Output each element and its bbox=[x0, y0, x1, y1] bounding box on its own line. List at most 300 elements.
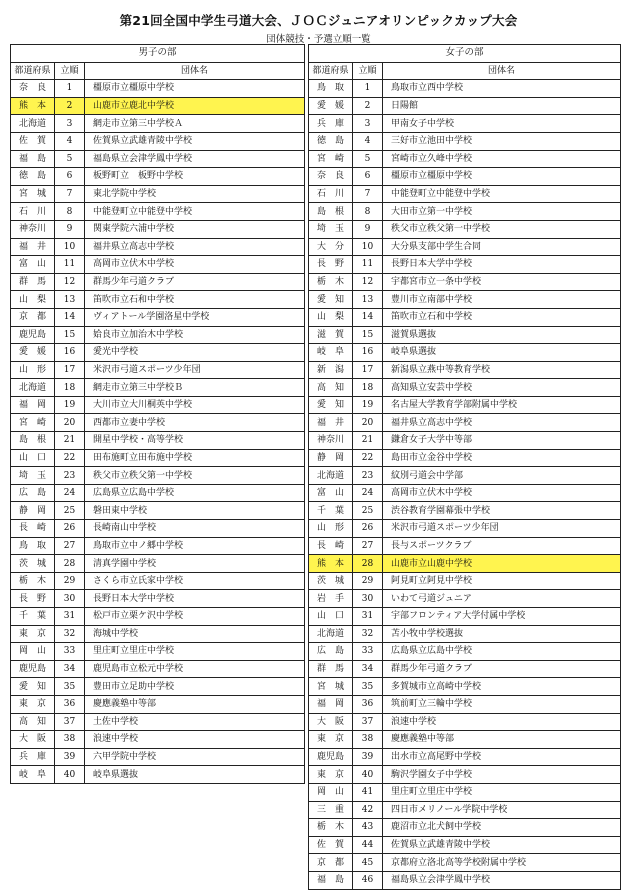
girls-table-row bbox=[309, 361, 621, 379]
boys-table-row bbox=[11, 308, 305, 326]
girls-table-row bbox=[309, 590, 621, 608]
girls-cell-pref: 徳 島 bbox=[309, 132, 353, 150]
boys-cell-team: 鹿児島市立松元中学校 bbox=[85, 660, 305, 678]
girls-cell-team: 里庄町立里庄中学校 bbox=[383, 783, 621, 801]
boys-table-row bbox=[11, 291, 305, 309]
boys-cell-rank: 27 bbox=[55, 537, 85, 555]
girls-cell-pref: 京 都 bbox=[309, 854, 353, 872]
boys-cell-pref: 静 岡 bbox=[11, 502, 55, 520]
girls-cell-team: 甲南女子中学校 bbox=[383, 115, 621, 133]
girls-table-row bbox=[309, 379, 621, 397]
girls-cell-pref: 山 梨 bbox=[309, 308, 353, 326]
girls-cell-rank: 9 bbox=[353, 220, 383, 238]
boys-table-row bbox=[11, 185, 305, 203]
girls-cell-team: 群馬少年弓道クラブ bbox=[383, 660, 621, 678]
boys-cell-pref: 福 岡 bbox=[11, 396, 55, 414]
girls-cell-pref: 東 京 bbox=[309, 731, 353, 749]
girls-cell-pref: 愛 媛 bbox=[309, 97, 353, 115]
boys-table-row bbox=[11, 467, 305, 485]
girls-cell-rank: 27 bbox=[353, 537, 383, 555]
girls-table-row bbox=[309, 291, 621, 309]
boys-cell-pref: 愛 知 bbox=[11, 678, 55, 696]
girls-cell-rank: 36 bbox=[353, 695, 383, 713]
girls-cell-team: 鳥取市立西中学校 bbox=[383, 80, 621, 98]
boys-cell-rank: 4 bbox=[55, 132, 85, 150]
girls-cell-pref: 千 葉 bbox=[309, 502, 353, 520]
girls-table-row bbox=[309, 819, 621, 837]
girls-cell-rank: 35 bbox=[353, 678, 383, 696]
girls-table-row bbox=[309, 396, 621, 414]
girls-cell-rank: 42 bbox=[353, 801, 383, 819]
boys-cell-rank: 30 bbox=[55, 590, 85, 608]
boys-cell-team: ヴィアトール学園洛星中学校 bbox=[85, 308, 305, 326]
girls-cell-rank: 13 bbox=[353, 291, 383, 309]
boys-cell-team: 豊田市立足助中学校 bbox=[85, 678, 305, 696]
girls-cell-team: 橿原市立橿原中学校 bbox=[383, 168, 621, 186]
girls-table-row bbox=[309, 766, 621, 784]
girls-cell-rank: 19 bbox=[353, 396, 383, 414]
boys-table-row bbox=[11, 132, 305, 150]
girls-cell-rank: 10 bbox=[353, 238, 383, 256]
boys-table-row bbox=[11, 344, 305, 362]
girls-cell-team: 渋谷教育学園幕張中学校 bbox=[383, 502, 621, 520]
girls-col-rank: 立順 bbox=[353, 62, 383, 80]
girls-cell-pref: 福 島 bbox=[309, 871, 353, 889]
boys-table-row bbox=[11, 766, 305, 784]
girls-table-row bbox=[309, 748, 621, 766]
girls-cell-pref: 北海道 bbox=[309, 467, 353, 485]
girls-cell-rank: 3 bbox=[353, 115, 383, 133]
girls-table-row bbox=[309, 555, 621, 573]
boys-table-row bbox=[11, 625, 305, 643]
boys-table-row bbox=[11, 502, 305, 520]
girls-cell-rank: 17 bbox=[353, 361, 383, 379]
boys-cell-pref: 兵 庫 bbox=[11, 748, 55, 766]
girls-cell-pref: 群 馬 bbox=[309, 660, 353, 678]
girls-cell-rank: 23 bbox=[353, 467, 383, 485]
boys-table-row bbox=[11, 484, 305, 502]
boys-cell-rank: 37 bbox=[55, 713, 85, 731]
girls-cell-pref: 鳥 取 bbox=[309, 80, 353, 98]
girls-cell-pref: 神奈川 bbox=[309, 432, 353, 450]
boys-cell-pref: 徳 島 bbox=[11, 168, 55, 186]
girls-cell-pref: 福 岡 bbox=[309, 695, 353, 713]
girls-cell-rank: 33 bbox=[353, 643, 383, 661]
girls-table-row bbox=[309, 132, 621, 150]
girls-cell-pref: 鹿児島 bbox=[309, 748, 353, 766]
girls-cell-rank: 2 bbox=[353, 97, 383, 115]
girls-cell-rank: 39 bbox=[353, 748, 383, 766]
girls-cell-team: いわて弓道ジュニア bbox=[383, 590, 621, 608]
girls-cell-team: 米沢市弓道スポーツ少年団 bbox=[383, 520, 621, 538]
boys-table-row bbox=[11, 396, 305, 414]
boys-table-row bbox=[11, 150, 305, 168]
girls-cell-rank: 7 bbox=[353, 185, 383, 203]
girls-cell-pref: 宮 城 bbox=[309, 678, 353, 696]
girls-cell-rank: 18 bbox=[353, 379, 383, 397]
boys-cell-team: 西都市立妻中学校 bbox=[85, 414, 305, 432]
girls-table-row bbox=[309, 572, 621, 590]
girls-table-row bbox=[309, 115, 621, 133]
girls-cell-rank: 28 bbox=[353, 555, 383, 573]
boys-cell-team: 磐田東中学校 bbox=[85, 502, 305, 520]
boys-cell-team: 土佐中学校 bbox=[85, 713, 305, 731]
boys-cell-pref: 石 川 bbox=[11, 203, 55, 221]
boys-cell-rank: 26 bbox=[55, 520, 85, 538]
girls-cell-pref: 埼 玉 bbox=[309, 220, 353, 238]
girls-cell-team: 笛吹市立石和中学校 bbox=[383, 308, 621, 326]
boys-cell-team: 愛光中学校 bbox=[85, 344, 305, 362]
girls-cell-pref: 福 井 bbox=[309, 414, 353, 432]
girls-cell-pref: 島 根 bbox=[309, 203, 353, 221]
girls-table-row bbox=[309, 449, 621, 467]
girls-cell-pref: 北海道 bbox=[309, 625, 353, 643]
girls-cell-pref: 栃 木 bbox=[309, 273, 353, 291]
girls-cell-pref: 大 分 bbox=[309, 238, 353, 256]
girls-table-row bbox=[309, 520, 621, 538]
girls-cell-team: 山鹿市立山鹿中学校 bbox=[383, 555, 621, 573]
boys-cell-rank: 28 bbox=[55, 555, 85, 573]
girls-cell-team: 三好市立池田中学校 bbox=[383, 132, 621, 150]
boys-cell-pref: 福 島 bbox=[11, 150, 55, 168]
girls-cell-team: 新潟県立燕中等教育学校 bbox=[383, 361, 621, 379]
boys-cell-pref: 長 野 bbox=[11, 590, 55, 608]
boys-cell-rank: 11 bbox=[55, 256, 85, 274]
boys-cell-pref: 群 馬 bbox=[11, 273, 55, 291]
boys-cell-team: 群馬少年弓道クラブ bbox=[85, 273, 305, 291]
girls-cell-pref: 高 知 bbox=[309, 379, 353, 397]
boys-cell-rank: 6 bbox=[55, 168, 85, 186]
boys-cell-team: さくら市立氏家中学校 bbox=[85, 572, 305, 590]
girls-cell-rank: 1 bbox=[353, 80, 383, 98]
girls-cell-rank: 12 bbox=[353, 273, 383, 291]
boys-cell-team: 岐阜県選抜 bbox=[85, 766, 305, 784]
boys-cell-rank: 1 bbox=[55, 80, 85, 98]
girls-cell-team: 広島県立広島中学校 bbox=[383, 643, 621, 661]
boys-table-row bbox=[11, 537, 305, 555]
boys-cell-pref: 富 山 bbox=[11, 256, 55, 274]
boys-cell-pref: 福 井 bbox=[11, 238, 55, 256]
girls-cell-pref: 山 口 bbox=[309, 608, 353, 626]
boys-cell-pref: 愛 媛 bbox=[11, 344, 55, 362]
boys-cell-team: 笛吹市立石和中学校 bbox=[85, 291, 305, 309]
boys-cell-rank: 15 bbox=[55, 326, 85, 344]
boys-cell-team: 大川市立大川桐英中学校 bbox=[85, 396, 305, 414]
girls-cell-team: 豊川市立南部中学校 bbox=[383, 291, 621, 309]
boys-cell-team: 六甲学院中学校 bbox=[85, 748, 305, 766]
girls-table-row bbox=[309, 97, 621, 115]
boys-table-row bbox=[11, 256, 305, 274]
boys-cell-pref: 熊 本 bbox=[11, 97, 55, 115]
girls-table-row bbox=[309, 695, 621, 713]
boys-table-row bbox=[11, 660, 305, 678]
girls-cell-team: 長与スポーツクラブ bbox=[383, 537, 621, 555]
girls-cell-rank: 43 bbox=[353, 819, 383, 837]
boys-cell-rank: 20 bbox=[55, 414, 85, 432]
girls-cell-rank: 25 bbox=[353, 502, 383, 520]
boys-table bbox=[10, 44, 305, 784]
girls-table-row bbox=[309, 713, 621, 731]
girls-cell-rank: 26 bbox=[353, 520, 383, 538]
girls-table-row bbox=[309, 678, 621, 696]
boys-cell-rank: 29 bbox=[55, 572, 85, 590]
girls-cell-rank: 16 bbox=[353, 344, 383, 362]
boys-cell-rank: 39 bbox=[55, 748, 85, 766]
boys-cell-pref: 宮 崎 bbox=[11, 414, 55, 432]
girls-cell-rank: 22 bbox=[353, 449, 383, 467]
girls-cell-team: 福島県立会津学鳳中学校 bbox=[383, 871, 621, 889]
girls-cell-rank: 24 bbox=[353, 484, 383, 502]
girls-table-row bbox=[309, 731, 621, 749]
girls-cell-pref: 熊 本 bbox=[309, 555, 353, 573]
girls-cell-team: 浪速中学校 bbox=[383, 713, 621, 731]
boys-cell-rank: 40 bbox=[55, 766, 85, 784]
boys-table-row bbox=[11, 555, 305, 573]
boys-cell-team: 高岡市立伏木中学校 bbox=[85, 256, 305, 274]
boys-table-row bbox=[11, 520, 305, 538]
girls-cell-pref: 岩 手 bbox=[309, 590, 353, 608]
boys-cell-rank: 5 bbox=[55, 150, 85, 168]
girls-table-row bbox=[309, 80, 621, 98]
girls-cell-rank: 5 bbox=[353, 150, 383, 168]
girls-cell-rank: 11 bbox=[353, 256, 383, 274]
girls-cell-team: 多賀城市立高崎中学校 bbox=[383, 678, 621, 696]
boys-cell-pref: 鳥 取 bbox=[11, 537, 55, 555]
boys-cell-pref: 神奈川 bbox=[11, 220, 55, 238]
boys-cell-rank: 13 bbox=[55, 291, 85, 309]
boys-cell-rank: 35 bbox=[55, 678, 85, 696]
girls-col-team: 団体名 bbox=[383, 62, 621, 80]
girls-cell-team: 長野日本大学中学校 bbox=[383, 256, 621, 274]
girls-cell-pref: 岡 山 bbox=[309, 783, 353, 801]
girls-cell-pref: 滋 賀 bbox=[309, 326, 353, 344]
girls-cell-pref: 兵 庫 bbox=[309, 115, 353, 133]
girls-table-row bbox=[309, 871, 621, 889]
girls-cell-rank: 38 bbox=[353, 731, 383, 749]
girls-table-row bbox=[309, 203, 621, 221]
girls-cell-pref: 宮 崎 bbox=[309, 150, 353, 168]
boys-cell-pref: 宮 城 bbox=[11, 185, 55, 203]
boys-cell-team: 福島県立会津学鳳中学校 bbox=[85, 150, 305, 168]
boys-cell-pref: 東 京 bbox=[11, 695, 55, 713]
boys-cell-rank: 8 bbox=[55, 203, 85, 221]
boys-cell-rank: 16 bbox=[55, 344, 85, 362]
girls-cell-pref: 広 島 bbox=[309, 643, 353, 661]
girls-table-row bbox=[309, 273, 621, 291]
girls-cell-pref: 東 京 bbox=[309, 766, 353, 784]
girls-cell-rank: 32 bbox=[353, 625, 383, 643]
boys-cell-rank: 10 bbox=[55, 238, 85, 256]
girls-cell-team: 宇部フロンティア大学付属中学校 bbox=[383, 608, 621, 626]
girls-cell-pref: 大 阪 bbox=[309, 713, 353, 731]
girls-table-row bbox=[309, 836, 621, 854]
boys-cell-team: 関東学院六浦中学校 bbox=[85, 220, 305, 238]
boys-cell-rank: 24 bbox=[55, 484, 85, 502]
boys-table-row bbox=[11, 643, 305, 661]
boys-cell-rank: 23 bbox=[55, 467, 85, 485]
girls-cell-pref: 長 野 bbox=[309, 256, 353, 274]
boys-cell-pref: 高 知 bbox=[11, 713, 55, 731]
boys-cell-rank: 18 bbox=[55, 379, 85, 397]
boys-cell-pref: 北海道 bbox=[11, 379, 55, 397]
girls-cell-pref: 三 重 bbox=[309, 801, 353, 819]
boys-cell-pref: 栃 木 bbox=[11, 572, 55, 590]
boys-cell-pref: 千 葉 bbox=[11, 608, 55, 626]
girls-cell-team: 高岡市立伏木中学校 bbox=[383, 484, 621, 502]
boys-cell-rank: 38 bbox=[55, 731, 85, 749]
girls-cell-team: 宮崎市立久峰中学校 bbox=[383, 150, 621, 168]
girls-table-row bbox=[309, 660, 621, 678]
boys-cell-team: 松戸市立栗ケ沢中学校 bbox=[85, 608, 305, 626]
boys-cell-pref: 佐 賀 bbox=[11, 132, 55, 150]
girls-cell-team: 日陽館 bbox=[383, 97, 621, 115]
girls-cell-rank: 14 bbox=[353, 308, 383, 326]
girls-cell-rank: 46 bbox=[353, 871, 383, 889]
boys-table-row bbox=[11, 608, 305, 626]
girls-cell-pref: 静 岡 bbox=[309, 449, 353, 467]
boys-cell-pref: 茨 城 bbox=[11, 555, 55, 573]
boys-cell-team: 板野町立 板野中学校 bbox=[85, 168, 305, 186]
girls-cell-pref: 茨 城 bbox=[309, 572, 353, 590]
girls-cell-team: 秩父市立秩父第一中学校 bbox=[383, 220, 621, 238]
girls-cell-pref: 新 潟 bbox=[309, 361, 353, 379]
boys-cell-rank: 14 bbox=[55, 308, 85, 326]
boys-cell-team: 長崎南山中学校 bbox=[85, 520, 305, 538]
girls-table-row bbox=[309, 643, 621, 661]
boys-cell-pref: 大 阪 bbox=[11, 731, 55, 749]
girls-cell-rank: 30 bbox=[353, 590, 383, 608]
boys-cell-team: 慶應義塾中等部 bbox=[85, 695, 305, 713]
boys-cell-team: 広島県立広島中学校 bbox=[85, 484, 305, 502]
girls-cell-team: 島田市立金谷中学校 bbox=[383, 449, 621, 467]
boys-cell-rank: 17 bbox=[55, 361, 85, 379]
boys-table-row bbox=[11, 203, 305, 221]
boys-table-row bbox=[11, 695, 305, 713]
boys-cell-pref: 岐 阜 bbox=[11, 766, 55, 784]
boys-table-row bbox=[11, 432, 305, 450]
girls-cell-pref: 栃 木 bbox=[309, 819, 353, 837]
boys-cell-team: 海城中学校 bbox=[85, 625, 305, 643]
girls-cell-rank: 29 bbox=[353, 572, 383, 590]
boys-table-row bbox=[11, 168, 305, 186]
girls-cell-pref: 愛 知 bbox=[309, 396, 353, 414]
girls-cell-rank: 4 bbox=[353, 132, 383, 150]
boys-table-row bbox=[11, 361, 305, 379]
girls-cell-rank: 37 bbox=[353, 713, 383, 731]
girls-cell-rank: 15 bbox=[353, 326, 383, 344]
girls-cell-pref: 石 川 bbox=[309, 185, 353, 203]
girls-cell-team: 名古屋大学教育学部附属中学校 bbox=[383, 396, 621, 414]
boys-table-row bbox=[11, 115, 305, 133]
boys-table-row bbox=[11, 379, 305, 397]
girls-cell-team: 佐賀県立武雄青陵中学校 bbox=[383, 836, 621, 854]
boys-cell-rank: 36 bbox=[55, 695, 85, 713]
boys-table-row bbox=[11, 748, 305, 766]
boys-cell-rank: 9 bbox=[55, 220, 85, 238]
girls-table-row bbox=[309, 326, 621, 344]
boys-cell-team: 東北学院中学校 bbox=[85, 185, 305, 203]
boys-cell-rank: 31 bbox=[55, 608, 85, 626]
girls-cell-team: 滋賀県選抜 bbox=[383, 326, 621, 344]
boys-cell-rank: 21 bbox=[55, 432, 85, 450]
boys-cell-rank: 33 bbox=[55, 643, 85, 661]
boys-cell-pref: 鹿児島 bbox=[11, 326, 55, 344]
boys-cell-team: 山鹿市立鹿北中学校 bbox=[85, 97, 305, 115]
girls-cell-rank: 44 bbox=[353, 836, 383, 854]
boys-cell-pref: 鹿児島 bbox=[11, 660, 55, 678]
girls-table-row bbox=[309, 467, 621, 485]
girls-cell-pref: 愛 知 bbox=[309, 291, 353, 309]
boys-cell-pref: 山 形 bbox=[11, 361, 55, 379]
boys-cell-team: 佐賀県立武雄青陵中学校 bbox=[85, 132, 305, 150]
girls-table-row bbox=[309, 168, 621, 186]
girls-cell-team: 岐阜県選抜 bbox=[383, 344, 621, 362]
girls-table-row bbox=[309, 308, 621, 326]
girls-table-row bbox=[309, 432, 621, 450]
boys-cell-team: 中能登町立中能登中学校 bbox=[85, 203, 305, 221]
girls-cell-team: 阿見町立阿見中学校 bbox=[383, 572, 621, 590]
boys-col-rank: 立順 bbox=[55, 62, 85, 80]
girls-table-row bbox=[309, 801, 621, 819]
girls-table-row bbox=[309, 256, 621, 274]
girls-cell-pref: 岐 阜 bbox=[309, 344, 353, 362]
boys-cell-team: 田布施町立田布施中学校 bbox=[85, 449, 305, 467]
girls-cell-team: 宇都宮市立一条中学校 bbox=[383, 273, 621, 291]
girls-table bbox=[308, 44, 621, 890]
girls-table-row bbox=[309, 484, 621, 502]
girls-table-row bbox=[309, 783, 621, 801]
boys-cell-rank: 12 bbox=[55, 273, 85, 291]
boys-cell-pref: 岡 山 bbox=[11, 643, 55, 661]
boys-cell-team: 米沢市弓道スポーツ少年団 bbox=[85, 361, 305, 379]
girls-table-row bbox=[309, 502, 621, 520]
boys-cell-pref: 北海道 bbox=[11, 115, 55, 133]
girls-cell-team: 鎌倉女子大学中等部 bbox=[383, 432, 621, 450]
boys-table-row bbox=[11, 326, 305, 344]
girls-table-row bbox=[309, 185, 621, 203]
boys-cell-team: 姶良市立加治木中学校 bbox=[85, 326, 305, 344]
girls-cell-team: 駒沢学園女子中学校 bbox=[383, 766, 621, 784]
boys-table-row bbox=[11, 731, 305, 749]
boys-cell-pref: 長 崎 bbox=[11, 520, 55, 538]
page-title: 第21回全国中学生弓道大会、ＪＯＣジュニアオリンピックカップ大会 bbox=[119, 13, 518, 28]
girls-table-row bbox=[309, 854, 621, 872]
boys-table-row bbox=[11, 80, 305, 98]
boys-cell-team: 秩父市立秩父第一中学校 bbox=[85, 467, 305, 485]
girls-table-row bbox=[309, 238, 621, 256]
girls-cell-rank: 34 bbox=[353, 660, 383, 678]
girls-cell-rank: 6 bbox=[353, 168, 383, 186]
girls-cell-rank: 45 bbox=[353, 854, 383, 872]
boys-cell-pref: 奈 良 bbox=[11, 80, 55, 98]
girls-cell-rank: 31 bbox=[353, 608, 383, 626]
boys-cell-rank: 34 bbox=[55, 660, 85, 678]
girls-cell-rank: 41 bbox=[353, 783, 383, 801]
girls-cell-pref: 長 崎 bbox=[309, 537, 353, 555]
girls-cell-team: 紋別弓道会中学部 bbox=[383, 467, 621, 485]
girls-cell-team: 大田市立第一中学校 bbox=[383, 203, 621, 221]
girls-section-header: 女子の部 bbox=[309, 45, 621, 63]
girls-cell-rank: 40 bbox=[353, 766, 383, 784]
boys-cell-rank: 32 bbox=[55, 625, 85, 643]
girls-cell-team: 出水市立高尾野中学校 bbox=[383, 748, 621, 766]
boys-section-header: 男子の部 bbox=[11, 45, 305, 63]
boys-cell-rank: 3 bbox=[55, 115, 85, 133]
girls-cell-pref: 佐 賀 bbox=[309, 836, 353, 854]
boys-table-row bbox=[11, 678, 305, 696]
boys-table-row bbox=[11, 590, 305, 608]
boys-cell-team: 開星中学校・高等学校 bbox=[85, 432, 305, 450]
